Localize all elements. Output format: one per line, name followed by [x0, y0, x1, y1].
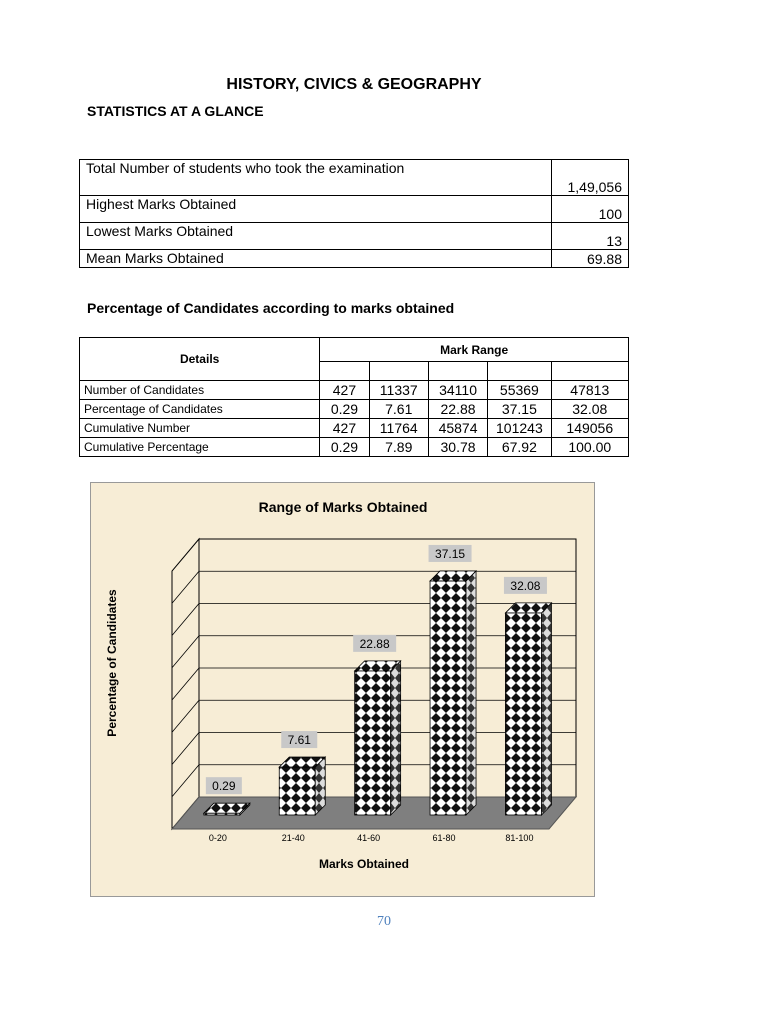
table-cell: 427 [320, 419, 369, 438]
chart-title: Range of Marks Obtained [258, 499, 428, 515]
data-label: 7.61 [287, 733, 311, 748]
row-label: Percentage of Candidates [80, 400, 320, 419]
bar-side [466, 571, 476, 815]
data-label: 22.88 [359, 636, 390, 651]
y-axis-label: Percentage of Candidates [105, 589, 119, 737]
bar [355, 671, 391, 815]
table-row [80, 223, 629, 250]
table-row [80, 400, 629, 419]
table-cell: 100.00 [551, 438, 628, 457]
summary-label: Mean Marks Obtained [80, 250, 552, 268]
table-row [80, 160, 629, 196]
table-cell: 7.89 [369, 438, 428, 457]
summary-value: 13 [552, 223, 629, 250]
bar-side [541, 603, 551, 815]
range-cell [488, 362, 551, 381]
table-cell: 11764 [369, 419, 428, 438]
row-label: Number of Candidates [80, 381, 320, 400]
plot-area [172, 539, 576, 843]
summary-label: Total Number of students who took the examination [80, 160, 552, 196]
data-label: 37.15 [435, 546, 466, 561]
table-cell: 55369 [488, 381, 551, 400]
marks-chart [90, 482, 595, 897]
summary-label: Lowest Marks Obtained [80, 223, 552, 250]
distribution-table [79, 337, 629, 457]
summary-value: 100 [552, 196, 629, 223]
table-cell: 67.92 [488, 438, 551, 457]
range-cell [551, 362, 628, 381]
table-row [80, 381, 629, 400]
bar [279, 767, 315, 815]
x-axis-label: Marks Obtained [318, 857, 410, 871]
x-tick-label: 0-20 [208, 833, 227, 843]
table-cell: 22.88 [428, 400, 487, 419]
table-cell: 32.08 [551, 400, 628, 419]
table-cell: 30.78 [428, 438, 487, 457]
table-cell: 101243 [488, 419, 551, 438]
table-cell: 149056 [551, 419, 628, 438]
summary-value: 69.88 [552, 250, 629, 268]
gridline-side [172, 571, 199, 603]
x-tick-label: 81-100 [505, 833, 534, 843]
mark-range-header: Mark Range [320, 338, 629, 362]
data-label: 0.29 [212, 779, 236, 794]
table-cell: 11337 [369, 381, 428, 400]
table-cell: 37.15 [488, 400, 551, 419]
page-subtitle: STATISTICS AT A GLANCE [87, 103, 264, 119]
gridline-side [172, 765, 199, 797]
gridline-side [172, 636, 199, 668]
page-number: 70 [377, 914, 391, 929]
table-cell: 0.29 [320, 438, 369, 457]
table-header-row [80, 338, 629, 362]
summary-value: 1,49,056 [552, 160, 629, 196]
bar-side [391, 661, 401, 815]
bar [430, 581, 466, 815]
gridline-side [172, 604, 199, 636]
gridline-side [172, 700, 199, 732]
range-cell [428, 362, 487, 381]
table-row [80, 419, 629, 438]
table-row [80, 438, 629, 457]
row-label: Cumulative Number [80, 419, 320, 438]
x-tick-label: 41-60 [357, 833, 381, 843]
range-cell [369, 362, 428, 381]
data-label: 32.08 [510, 578, 541, 593]
gridline-side [172, 733, 199, 765]
gridline-side [172, 668, 199, 700]
chart-svg [91, 483, 594, 896]
table-cell: 34110 [428, 381, 487, 400]
row-label: Cumulative Percentage [80, 438, 320, 457]
table-row [80, 250, 629, 268]
summary-table [79, 159, 629, 268]
table-cell: 7.61 [369, 400, 428, 419]
summary-label: Highest Marks Obtained [80, 196, 552, 223]
page-title: HISTORY, CIVICS & GEOGRAPHY [226, 76, 482, 93]
x-tick-label: 61-80 [432, 833, 456, 843]
table-cell: 0.29 [320, 400, 369, 419]
range-cell [320, 362, 369, 381]
bar [505, 613, 541, 815]
details-header: Details [80, 338, 320, 381]
table-cell: 427 [320, 381, 369, 400]
table-cell: 47813 [551, 381, 628, 400]
table-cell: 45874 [428, 419, 487, 438]
table-row [80, 196, 629, 223]
x-tick-label: 21-40 [281, 833, 305, 843]
distribution-heading: Percentage of Candidates according to marks obtained [87, 300, 455, 316]
